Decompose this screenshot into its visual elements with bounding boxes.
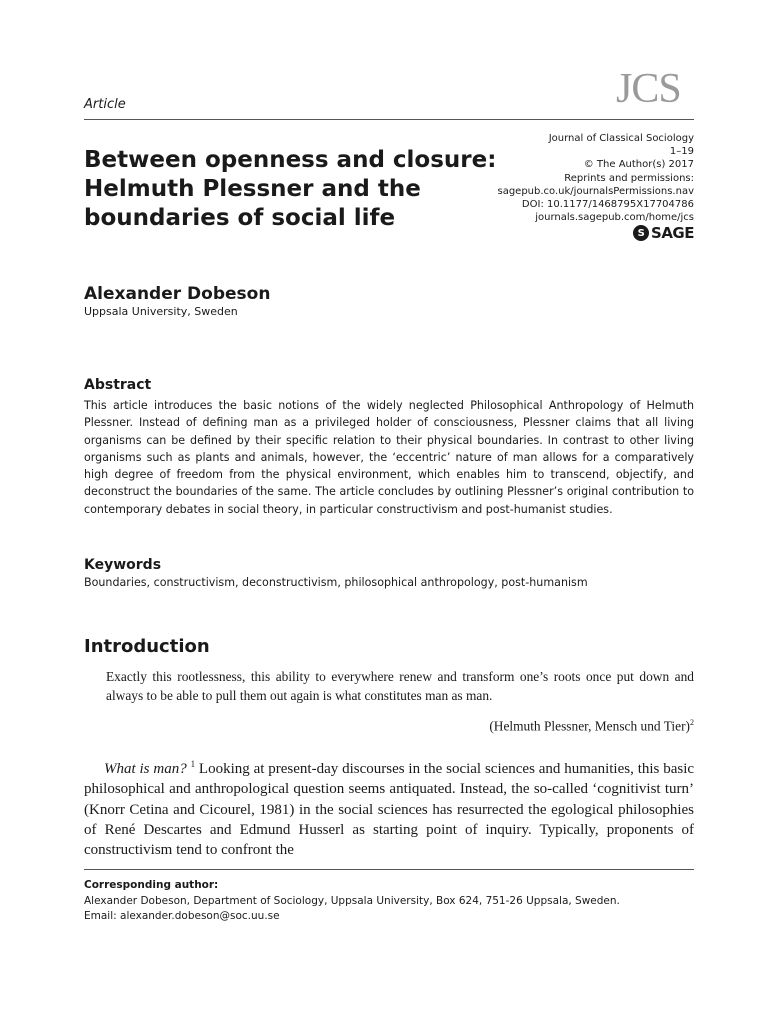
header-divider [84, 119, 694, 120]
epigraph-source [489, 718, 694, 734]
publisher-logo [633, 224, 694, 242]
introduction-heading: Introduction [84, 636, 210, 657]
copyright: © The Author(s) 2017 [583, 159, 694, 171]
journal-homepage-link[interactable]: journals.sagepub.com/home/jcs [535, 212, 694, 224]
introduction-paragraph [84, 754, 694, 860]
publisher-name: SAGE [651, 224, 694, 242]
abstract-text: This article introduces the basic notions of the widely neglected Philosophical Anthropology of Helmuth Plessner. Instead of defining man as a privileged holder of consciousness, Plessner claims that all living organisms can be defined by their specific relation to their physical boundaries. In contrast to other living organisms such as plants and animals, however, the ‘eccentric’ nature of man allows for a comparatively high degree of freedom from the physical environment, which enables him to transcend, objectify, and deconstruct the boundaries of the same. The article concludes by outlining Plessner’s original contribution to contemporary debates in social theory, in particular constructivism and post-humanist studies. [84, 399, 694, 516]
footnote-marker[interactable]: 1 [190, 759, 196, 769]
journal-name: Journal of Classical Sociology [548, 133, 694, 144]
journal-metadata [498, 132, 695, 224]
reprints-label: Reprints and permissions: [564, 172, 694, 184]
corresponding-author-email[interactable]: Email: alexander.dobeson@soc.uu.se [84, 910, 280, 922]
permissions-link[interactable]: sagepub.co.uk/journalsPermissions.nav [497, 185, 694, 197]
abstract-heading: Abstract [84, 377, 152, 393]
paragraph-body: Looking at present-day discourses in the social sciences and humanities, this basic philosophical and anthropological question seems antiquated. Instead, the so-called ‘cognitivist turn’ (Knorr Cetina and Cicourel, 1981) in the social sciences has resurrected the egological philosophies of René Descartes and Edmund Husserl as starting point of inquiry. Typically, proponents of constructivism tend to confront the [84, 761, 695, 859]
author-name: Alexander Dobeson [84, 284, 271, 304]
title-line: Between openness and closure: [84, 147, 497, 173]
corresponding-author-heading: Corresponding author: [84, 879, 219, 891]
footer-divider [84, 869, 694, 870]
footnote-marker[interactable]: 2 [690, 718, 694, 727]
keywords-text: Boundaries, constructivism, deconstructivism, philosophical anthropology, post-humanism [84, 576, 588, 589]
journal-logo: JCS [616, 66, 681, 112]
author-affiliation: Uppsala University, Sweden [84, 305, 238, 318]
epigraph-quote: Exactly this rootlessness, this ability to everywhere renew and transform one’s roots once put down and always to be able to pull them out again is what constitutes man as man. [106, 669, 694, 703]
sage-logo-icon: S [633, 225, 649, 241]
page-range: 1–19 [669, 146, 694, 158]
corresponding-author-address: Alexander Dobeson, Department of Sociology, Uppsala University, Box 624, 751-26 Uppsala, Sweden. [84, 895, 620, 907]
epigraph-source-text: (Helmuth Plessner, Mensch und Tier) [489, 718, 690, 734]
title-line: Helmuth Plessner and the [84, 176, 421, 202]
title-line: boundaries of social life [84, 205, 396, 231]
article-title [84, 146, 504, 233]
keywords-heading: Keywords [84, 557, 162, 573]
article-type-label: Article [84, 97, 126, 112]
doi[interactable]: DOI: 10.1177/1468795X17704786 [521, 199, 694, 211]
lead-question: What is man? [104, 761, 187, 777]
